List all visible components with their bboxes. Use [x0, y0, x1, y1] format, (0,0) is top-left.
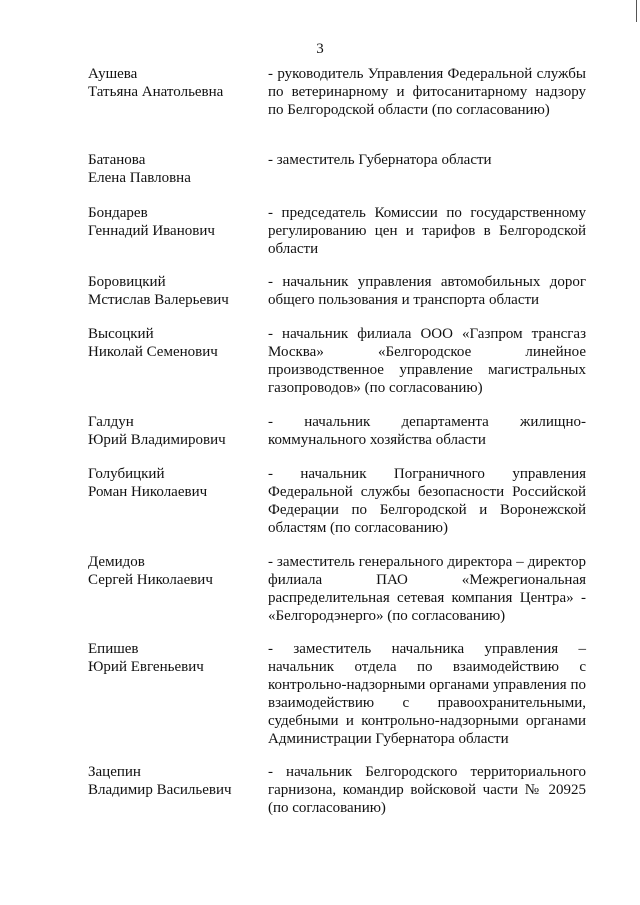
member-name [88, 763, 256, 799]
member-surname: Демидов [88, 554, 145, 570]
member-surname: Галдун [88, 414, 134, 430]
member-first-patronymic: Юрий Евгеньевич [88, 659, 204, 675]
member-role: - начальник департамента жилищно-коммунального хозяйства области [268, 414, 586, 448]
member-role: - председатель Комиссии по государственному регулированию цен и тарифов в Белгородской области [268, 205, 586, 257]
member-first-patronymic: Татьяна Анатольевна [88, 84, 224, 100]
member-name [88, 273, 256, 309]
member-first-patronymic: Юрий Владимирович [88, 432, 226, 448]
member-role: - заместитель генерального директора – директор филиала ПАО «Межрегиональная распределительная сетевая компания Центра» - «Белгородэнерго» (по согласованию) [268, 554, 586, 624]
member-name [88, 65, 256, 101]
member-surname: Голубицкий [88, 466, 165, 482]
member-surname: Аушева [88, 66, 138, 82]
member-first-patronymic: Николай Семенович [88, 344, 218, 360]
member-name [88, 413, 256, 449]
member-surname: Зацепин [88, 764, 141, 780]
member-name [88, 325, 256, 361]
member-surname: Батанова [88, 152, 146, 168]
member-role: - начальник Белгородского территориального гарнизона, командир войсковой части № 20925 (по согласованию) [268, 764, 586, 816]
member-surname: Высоцкий [88, 326, 154, 342]
member-first-patronymic: Мстислав Валерьевич [88, 292, 229, 308]
member-role: - начальник управления автомобильных дорог общего пользования и транспорта области [268, 274, 586, 308]
member-surname: Бондарев [88, 205, 148, 221]
member-role: - начальник Пограничного управления Федеральной службы безопасности Российской Федерации по Белгородской и Воронежской областям (по согласованию) [268, 466, 586, 536]
member-role: - начальник филиала ООО «Газпром трансгаз Москва» «Белгородское линейное производственное управление магистральных газопроводов» (по согласованию) [268, 326, 586, 396]
member-role: - заместитель начальника управления – начальник отдела по взаимодействию с контрольно-надзорными органами управления по взаимодействию с правоохранительными, судебными и контрольно-надзорными органами Администрации Губернатора области [268, 641, 586, 747]
member-role: - заместитель Губернатора области [268, 152, 492, 168]
member-first-patronymic: Сергей Николаевич [88, 572, 213, 588]
member-surname: Епишев [88, 641, 139, 657]
member-first-patronymic: Елена Павловна [88, 170, 191, 186]
member-role: - руководитель Управления Федеральной службы по ветеринарному и фитосанитарному надзору по Белгородской области (по согласованию) [268, 66, 586, 118]
member-surname: Боровицкий [88, 274, 166, 290]
member-name [88, 553, 256, 589]
member-first-patronymic: Роман Николаевич [88, 484, 208, 500]
member-first-patronymic: Геннадий Иванович [88, 223, 215, 239]
member-name [88, 465, 256, 501]
page-edge-mark [636, 0, 637, 22]
member-first-patronymic: Владимир Васильевич [88, 782, 232, 798]
member-name [88, 204, 256, 240]
page-number: 3 [316, 41, 324, 57]
member-name [88, 151, 256, 187]
member-name [88, 640, 256, 676]
